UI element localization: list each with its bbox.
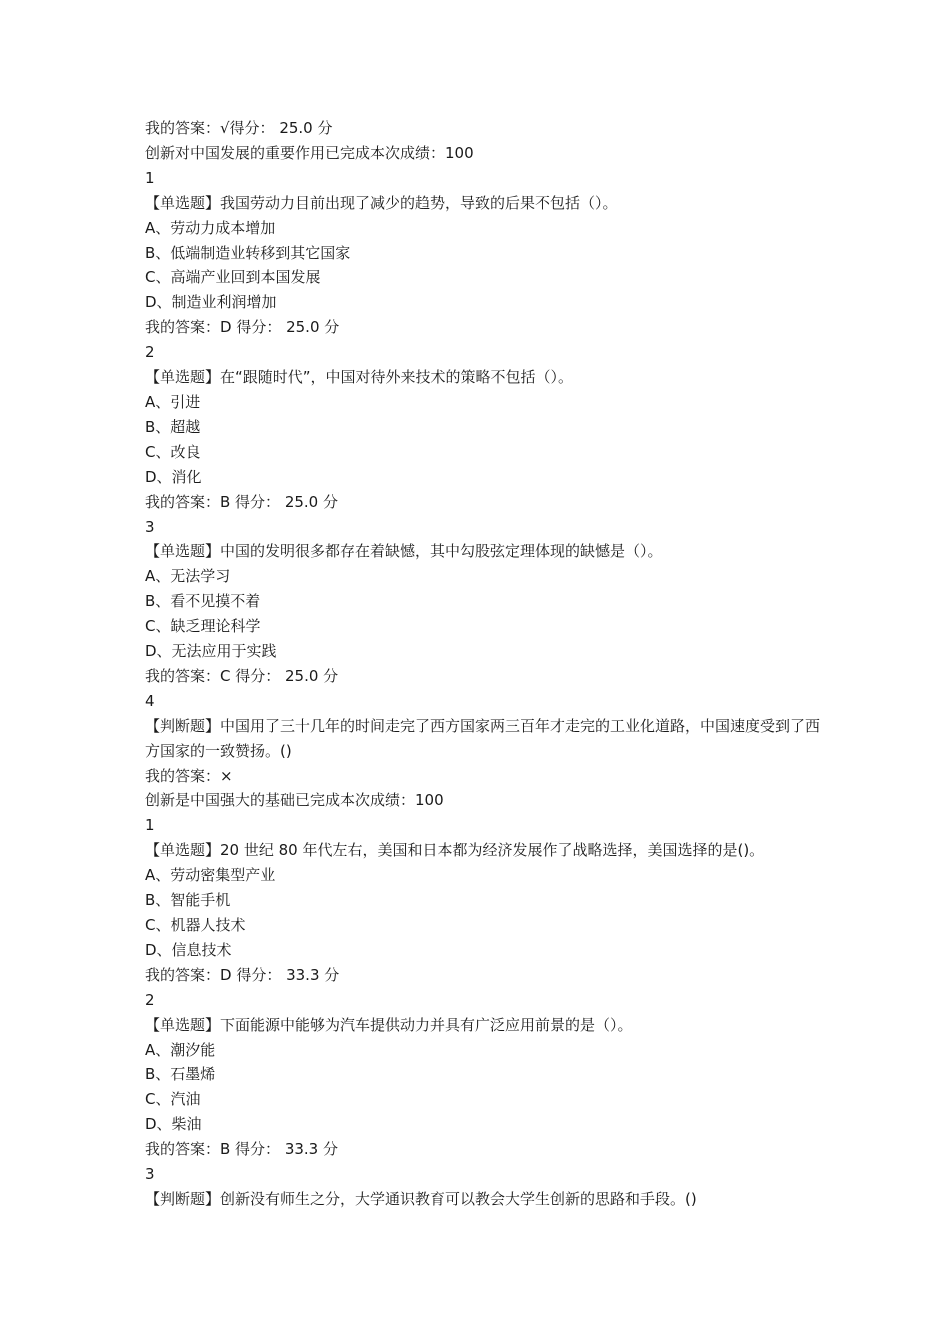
answer-line: 我的答案：√得分： 25.0 分 <box>145 119 333 137</box>
question-number: 2 <box>145 343 155 362</box>
answer-line: 我的答案：C 得分： 25.0 分 <box>145 666 339 685</box>
question-number: 2 <box>145 990 155 1009</box>
option-b: B、超越 <box>145 417 201 436</box>
answer-line: 我的答案：B 得分： 33.3 分 <box>145 1140 338 1159</box>
option-c: C、汽油 <box>145 1090 201 1109</box>
question-text: 【单选题】中国的发明很多都存在着缺憾，其中勾股弦定理体现的缺憾是（）。 <box>145 542 663 561</box>
option-c: C、缺乏理论科学 <box>145 617 261 636</box>
question-text: 【单选题】20 世纪 80 年代左右，美国和日本都为经济发展作了战略选择，美国选择的是()。 <box>145 841 765 860</box>
question-number: 3 <box>145 1165 155 1184</box>
option-c: C、高端产业回到本国发展 <box>145 268 321 287</box>
question-text: 【单选题】在“跟随时代”，中国对待外来技术的策略不包括（）。 <box>145 368 574 387</box>
question-number: 1 <box>145 168 155 187</box>
answer-line: 我的答案：B 得分： 25.0 分 <box>145 492 338 511</box>
question-text: 【单选题】下面能源中能够为汽车提供动力并具有广泛应用前景的是（）。 <box>145 1015 633 1034</box>
option-d: D、消化 <box>145 467 202 486</box>
option-d: D、信息技术 <box>145 940 232 959</box>
question-number: 4 <box>145 691 155 710</box>
option-a: A、劳动力成本增加 <box>145 218 276 237</box>
option-d: D、制造业利润增加 <box>145 293 277 312</box>
option-b: B、智能手机 <box>145 891 231 910</box>
question-text: 【单选题】我国劳动力目前出现了减少的趋势，导致的后果不包括（）。 <box>145 193 618 212</box>
option-a: A、引进 <box>145 392 201 411</box>
section-title: 创新是中国强大的基础已完成本次成绩：100 <box>145 791 444 810</box>
option-d: D、柴油 <box>145 1115 202 1134</box>
answer-line: 我的答案：× <box>145 766 233 785</box>
question-text: 【判断题】中国用了三十几年的时间走完了西方国家两三百年才走完的工业化道路，中国速度受到了西方国家的一致赞扬。() <box>145 716 821 760</box>
option-b: B、低端制造业转移到其它国家 <box>145 243 351 262</box>
question-number: 3 <box>145 517 155 536</box>
section-title: 创新对中国发展的重要作用已完成本次成绩：100 <box>145 143 474 162</box>
option-c: C、机器人技术 <box>145 916 246 934</box>
option-a: A、潮汐能 <box>145 1040 216 1059</box>
option-b: B、石墨烯 <box>145 1065 216 1084</box>
option-a: A、无法学习 <box>145 567 231 586</box>
option-a: A、劳动密集型产业 <box>145 866 276 885</box>
question-text: 【判断题】创新没有师生之分，大学通识教育可以教会大学生创新的思路和手段。() <box>145 1189 697 1208</box>
option-d: D、无法应用于实践 <box>145 642 277 661</box>
answer-line: 我的答案：D 得分： 33.3 分 <box>145 965 340 984</box>
question-number: 1 <box>145 816 155 835</box>
option-b: B、看不见摸不着 <box>145 592 261 611</box>
answer-line: 我的答案：D 得分： 25.0 分 <box>145 318 340 337</box>
document-content <box>145 116 825 1212</box>
option-c: C、改良 <box>145 442 201 461</box>
